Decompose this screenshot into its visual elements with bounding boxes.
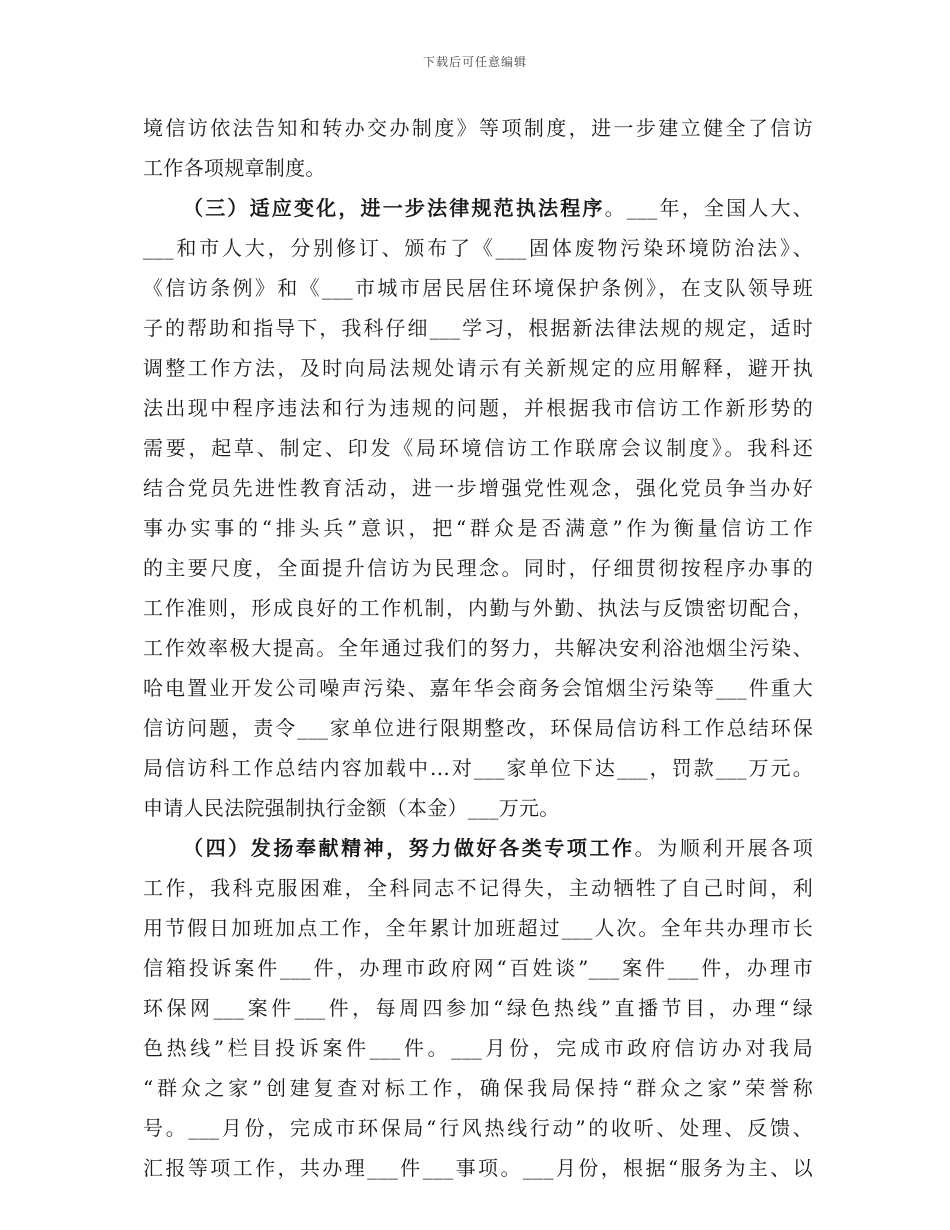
text-line: 申请人民法院强制执行金额（本金）___万元。 xyxy=(143,796,560,820)
text-line: 的主要尺度，全面提升信访为民理念。同时，仔细贯彻按程序办事的 xyxy=(143,556,813,580)
text-line: 事办实事的“排头兵”意识，把“群众是否满意”作为衡量信访工作 xyxy=(143,516,813,540)
text-line: 子的帮助和指导下，我科仔细___学习，根据新法律法规的规定，适时 xyxy=(143,316,813,340)
text-line: 信箱投诉案件___件，办理市政府网“百姓谈”___案件___件，办理市 xyxy=(143,956,813,980)
text-line: 哈电置业开发公司噪声污染、嘉年华会商务会馆烟尘污染等___件重大 xyxy=(143,676,813,700)
paragraph-first-line xyxy=(143,828,813,868)
text-line: 工作准则，形成良好的工作机制，内勤与外勤、执法与反馈密切配合， xyxy=(143,596,813,620)
paragraph-3 xyxy=(143,828,813,1188)
text-line: 境信访依法告知和转办交办制度》等项制度，进一步建立健全了信访 xyxy=(143,116,813,140)
text-line: 工作效率极大提高。全年通过我们的努力，共解决安利浴池烟尘污染、 xyxy=(143,636,813,660)
text-line: 《信访条例》和《___市城市居民居住环境保护条例》，在支队领导班 xyxy=(143,276,813,300)
text-line: 工作各项规章制度。 xyxy=(143,156,326,180)
text-line: 工作，我科克服困难，全科同志不记得失，主动牺牲了自己时间，利 xyxy=(143,876,813,900)
text-line: 环保网___案件___件，每周四参加“绿色热线”直播节目，办理“绿 xyxy=(143,996,813,1020)
text-line: 信访问题，责令___家单位进行限期整改，环保局信访科工作总结环保 xyxy=(143,716,813,740)
text-line: 汇报等项工作，共办理___件___事项。___月份，根据“服务为主、以 xyxy=(143,1156,813,1180)
text-line: 法出现中程序违法和行为违规的问题，并根据我市信访工作新形势的 xyxy=(143,396,813,420)
section-heading: （三）适应变化，进一步法律规范执法程序 xyxy=(183,196,605,220)
document-body xyxy=(143,108,813,1188)
text-line: 需要，起草、制定、印发《局环境信访工作联席会议制度》。我科还 xyxy=(143,436,813,460)
paragraph-2 xyxy=(143,188,813,828)
section-heading: （四）发扬奉献精神，努力做好各类专项工作 xyxy=(183,836,635,860)
text-line: 色热线”栏目投诉案件___件。___月份，完成市政府信访办对我局 xyxy=(143,1036,813,1060)
paragraph-first-line xyxy=(143,188,813,228)
text-line: “群众之家”创建复查对标工作，确保我局保持“群众之家”荣誉称 xyxy=(143,1076,813,1100)
text-line: 局信访科工作总结内容加载中...对___家单位下达___，罚款___万元。 xyxy=(143,756,813,780)
text-line: 用节假日加班加点工作，全年累计加班超过___人次。全年共办理市长 xyxy=(143,916,813,940)
text-fragment: 。为顺利开展各项 xyxy=(634,836,813,860)
page-header: 下载后可任意编辑 xyxy=(422,55,527,69)
text-fragment: 。___年，全国人大、 xyxy=(604,196,813,220)
text-line: ___和市人大，分别修订、颁布了《___固体废物污染环境防治法》、 xyxy=(143,236,813,260)
paragraph-1 xyxy=(143,108,813,188)
text-line: 号。___月份，完成市环保局“行风热线行动”的收听、处理、反馈、 xyxy=(143,1116,813,1140)
text-line: 调整工作方法，及时向局法规处请示有关新规定的应用解释，避开执 xyxy=(143,356,813,380)
text-line: 结合党员先进性教育活动，进一步增强党性观念，强化党员争当办好 xyxy=(143,476,813,500)
